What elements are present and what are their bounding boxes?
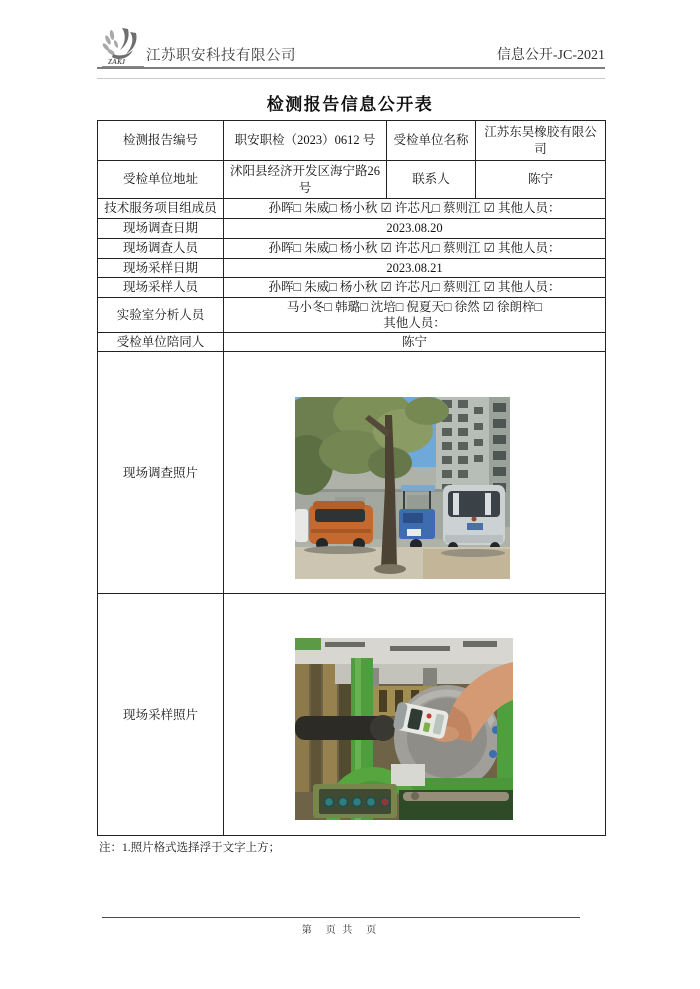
- escort-label: 受检单位陪同人: [98, 333, 224, 352]
- org-addr-value: 沭阳县经济开发区海宁路26 号: [224, 161, 387, 199]
- logo-text: ZAKJ: [108, 58, 126, 66]
- table-row: [98, 199, 606, 219]
- sampling-photo: [295, 638, 513, 820]
- survey-date-value: 2023.08.20: [224, 219, 606, 239]
- team-label: 技术服务项目组成员: [98, 199, 224, 219]
- sampling-date-label: 现场采样日期: [98, 259, 224, 278]
- white-van: [443, 485, 505, 552]
- header-rule: [97, 67, 605, 69]
- lab-staff: [224, 297, 606, 333]
- table-row: [98, 239, 606, 259]
- sampling-staff: 孙晖□ 朱威□ 杨小秋 ☑ 许芯凡□ 蔡则江 ☑ 其他人员：: [224, 278, 606, 297]
- sampling-staff-label: 现场采样人员: [98, 278, 224, 297]
- footnote: 注：1.照片格式选择浮于文字上方；: [99, 842, 281, 854]
- header-rule-shadow: [97, 78, 605, 79]
- lab-staff-line1: 马小冬□ 韩璐□ 沈培□ 倪夏天□ 徐然 ☑ 徐朗梓□: [286, 299, 543, 314]
- table-row: [98, 352, 606, 594]
- company-name: 江苏职安科技有限公司: [146, 48, 296, 64]
- site-survey-photo: [295, 397, 510, 579]
- page-title: 检测报告信息公开表: [266, 95, 434, 114]
- table-row: [98, 121, 606, 161]
- report-no-value: 职安职检（2023）0612 号: [224, 121, 387, 161]
- report-no-label: 检测报告编号: [98, 121, 224, 161]
- footer-page-number: 第 页 共 页: [301, 925, 379, 936]
- sampling-date-value: 2023.08.21: [224, 259, 606, 278]
- orange-suv: [309, 501, 373, 550]
- org-name-label: 受检单位名称: [387, 121, 476, 161]
- team-members: 孙晖□ 朱威□ 杨小秋 ☑ 许芯凡□ 蔡则江 ☑ 其他人员：: [224, 199, 606, 219]
- table-row: [98, 594, 606, 836]
- contact-label: 联系人: [387, 161, 476, 199]
- survey-photo-label: 现场调查照片: [98, 352, 224, 594]
- escort-value: 陈宁: [224, 333, 606, 352]
- table-row: [98, 259, 606, 278]
- lab-staff-label: 实验室分析人员: [98, 297, 224, 333]
- contact-value: 陈宁: [476, 161, 606, 199]
- table-row: [98, 297, 606, 333]
- report-info-table: [97, 120, 606, 836]
- table-row: [98, 161, 606, 199]
- table-row: [98, 333, 606, 352]
- org-name-value: 江苏东昊橡胶有限公司: [476, 121, 606, 161]
- company-logo-icon: [100, 26, 146, 68]
- lab-staff-line2: 其他人员：: [383, 315, 446, 330]
- survey-photo-cell: [224, 352, 606, 594]
- sampling-photo-label: 现场采样照片: [98, 594, 224, 836]
- survey-staff: 孙晖□ 朱威□ 杨小秋 ☑ 许芯凡□ 蔡则江 ☑ 其他人员：: [224, 239, 606, 259]
- table-row: [98, 219, 606, 239]
- table-row: [98, 278, 606, 297]
- sampling-photo-cell: [224, 594, 606, 836]
- survey-staff-label: 现场调查人员: [98, 239, 224, 259]
- survey-date-label: 现场调查日期: [98, 219, 224, 239]
- org-addr-label: 受检单位地址: [98, 161, 224, 199]
- footer-rule: [102, 917, 580, 918]
- doc-code: 信息公开-JC-2021: [496, 48, 605, 63]
